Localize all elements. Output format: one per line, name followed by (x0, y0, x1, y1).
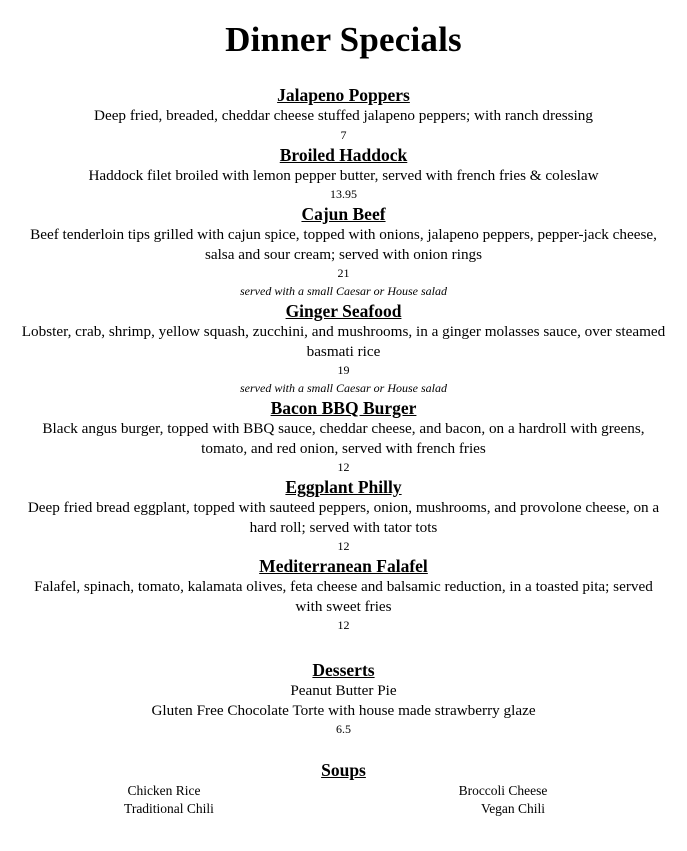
item-note: served with a small Caesar or House salad (240, 284, 447, 298)
item-price: 13.95 (330, 187, 357, 201)
menu-item-cajun-beef (0, 203, 687, 300)
soups-section (0, 759, 687, 781)
item-name: Jalapeno Poppers (277, 85, 410, 105)
item-description: Haddock filet broiled with lemon pepper butter, served with french fries & coleslaw (88, 166, 599, 184)
item-name: Broiled Haddock (279, 144, 408, 165)
item-note: served with a small Caesar or House salad (240, 381, 447, 395)
soup-item: Vegan Chili (480, 801, 546, 816)
menu-item-jalapeno-poppers (0, 84, 687, 144)
desserts-section (0, 659, 687, 738)
item-price: 12 (337, 618, 350, 632)
item-price: 21 (337, 266, 350, 280)
item-description: Deep fried, breaded, cheddar cheese stuffed jalapeno peppers; with ranch dressing (93, 107, 593, 124)
item-price: 7 (340, 127, 347, 142)
item-description: Falafel, spinach, tomato, kalamata olives, feta cheese and balsamic reduction, in a toasted pita; served with sweet fries (34, 578, 653, 615)
item-name: Ginger Seafood (285, 301, 402, 321)
desserts-heading: Desserts (312, 660, 375, 680)
soup-item: Broccoli Cheese (458, 783, 548, 798)
item-name: Mediterranean Falafel (259, 556, 428, 576)
soups-heading: Soups (321, 760, 366, 780)
item-price: 12 (337, 539, 350, 553)
item-description: Deep fried bread eggplant, topped with sauteed peppers, onion, mushrooms, and provolone cheese, on a hard roll; served with tator tots (27, 499, 660, 536)
soup-item: Chicken Rice (127, 783, 201, 798)
specials-list (0, 84, 687, 634)
item-description: Lobster, crab, shrimp, yellow squash, zucchini, and mushrooms, in a ginger molasses sauce, over steamed basmati rice (21, 323, 666, 360)
dessert-item: Peanut Butter Pie (290, 682, 397, 699)
dessert-price: 6.5 (336, 722, 351, 736)
item-price: 12 (337, 460, 350, 474)
item-name: Cajun Beef (301, 204, 386, 224)
item-price: 19 (337, 363, 350, 377)
item-name: Bacon BBQ Burger (270, 398, 417, 418)
item-description: Black angus burger, topped with BBQ sauce, cheddar cheese, and bacon, on a hardroll with greens, tomato, and red onion, served with french fries (42, 420, 645, 457)
page-title: Dinner Specials (225, 20, 462, 59)
dessert-item: Gluten Free Chocolate Torte with house made strawberry glaze (151, 701, 536, 719)
menu-item-ginger-seafood (0, 300, 687, 397)
menu-item-eggplant-philly (0, 476, 687, 555)
soup-item: Traditional Chili (124, 801, 214, 816)
item-description: Beef tenderloin tips grilled with cajun spice, topped with onions, jalapeno peppers, pepper-jack cheese, salsa and sour cream; served with onion rings (30, 226, 657, 263)
menu-item-broiled-haddock (0, 144, 687, 204)
menu-item-bacon-bbq-burger (0, 397, 687, 476)
menu-item-mediterranean-falafel (0, 555, 687, 634)
item-name: Eggplant Philly (285, 477, 402, 497)
